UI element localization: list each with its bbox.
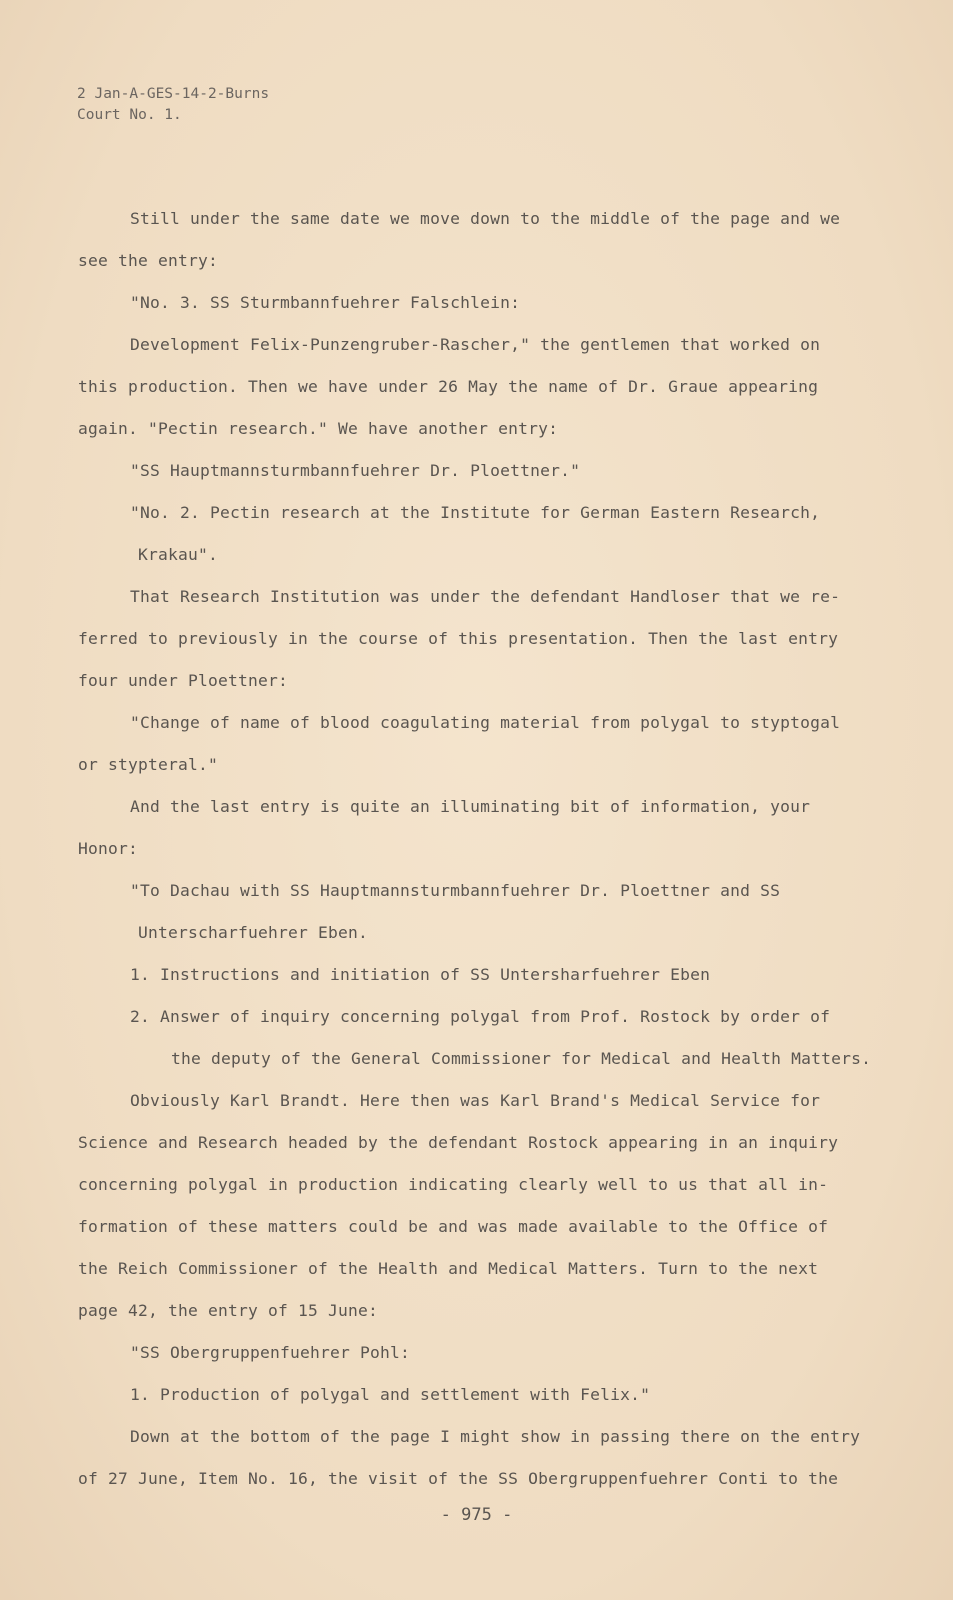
text-line: Krakau". <box>138 545 219 564</box>
page-number: - 975 - <box>440 1505 513 1525</box>
text-line: "No. 2. Pectin research at the Institute for German Eastern Research, <box>130 503 821 522</box>
text-line: "SS Hauptmannsturmbannfuehrer Dr. Ploettner." <box>130 461 581 480</box>
text-line: Honor: <box>78 839 139 858</box>
text-line: see the entry: <box>78 251 219 270</box>
text-line: That Research Institution was under the defendant Handloser that we re- <box>130 587 841 606</box>
text-line: "Change of name of blood coagulating material from polygal to styptogal <box>130 713 841 732</box>
text-line: Still under the same date we move down to the middle of the page and we <box>130 209 841 228</box>
header-reference: 2 Jan-A-GES-14-2-Burns <box>77 86 270 102</box>
text-line: "SS Obergruppenfuehrer Pohl: <box>130 1343 411 1362</box>
transcript-body <box>78 204 878 1506</box>
text-line: Development Felix-Punzengruber-Rascher," the gentlemen that worked on <box>130 335 821 354</box>
text-line: ferred to previously in the course of this presentation. Then the last entry <box>78 629 839 648</box>
text-line: the Reich Commissioner of the Health and Medical Matters. Turn to the next <box>78 1259 819 1278</box>
text-line: And the last entry is quite an illuminating bit of information, your <box>130 797 811 816</box>
text-line: 1. Instructions and initiation of SS Untersharfuehrer Eben <box>130 965 711 984</box>
header-court: Court No. 1. <box>77 107 182 123</box>
document-header <box>77 84 269 126</box>
text-line: formation of these matters could be and was made available to the Office of <box>78 1217 829 1236</box>
text-line: "No. 3. SS Sturmbannfuehrer Falschlein: <box>130 293 521 312</box>
text-line: Down at the bottom of the page I might show in passing there on the entry <box>130 1427 861 1446</box>
text-line: of 27 June, Item No. 16, the visit of the SS Obergruppenfuehrer Conti to the <box>78 1469 839 1488</box>
text-line: Unterscharfuehrer Eben. <box>138 923 369 942</box>
text-line: "To Dachau with SS Hauptmannsturmbannfuehrer Dr. Ploettner and SS <box>130 881 781 900</box>
text-line: four under Ploettner: <box>78 671 289 690</box>
text-line: the deputy of the General Commissioner for Medical and Health Matters. <box>171 1049 872 1068</box>
text-line: 1. Production of polygal and settlement with Felix." <box>130 1385 651 1404</box>
text-line: or stypteral." <box>78 755 219 774</box>
text-line: 2. Answer of inquiry concerning polygal from Prof. Rostock by order of <box>130 1007 831 1026</box>
text-line: again. "Pectin research." We have another entry: <box>78 419 559 438</box>
text-line: page 42, the entry of 15 June: <box>78 1301 379 1320</box>
text-line: concerning polygal in production indicating clearly well to us that all in- <box>78 1175 829 1194</box>
text-line: this production. Then we have under 26 May the name of Dr. Graue appearing <box>78 377 819 396</box>
text-line: Obviously Karl Brandt. Here then was Karl Brand's Medical Service for <box>130 1091 821 1110</box>
text-line: Science and Research headed by the defendant Rostock appearing in an inquiry <box>78 1133 839 1152</box>
